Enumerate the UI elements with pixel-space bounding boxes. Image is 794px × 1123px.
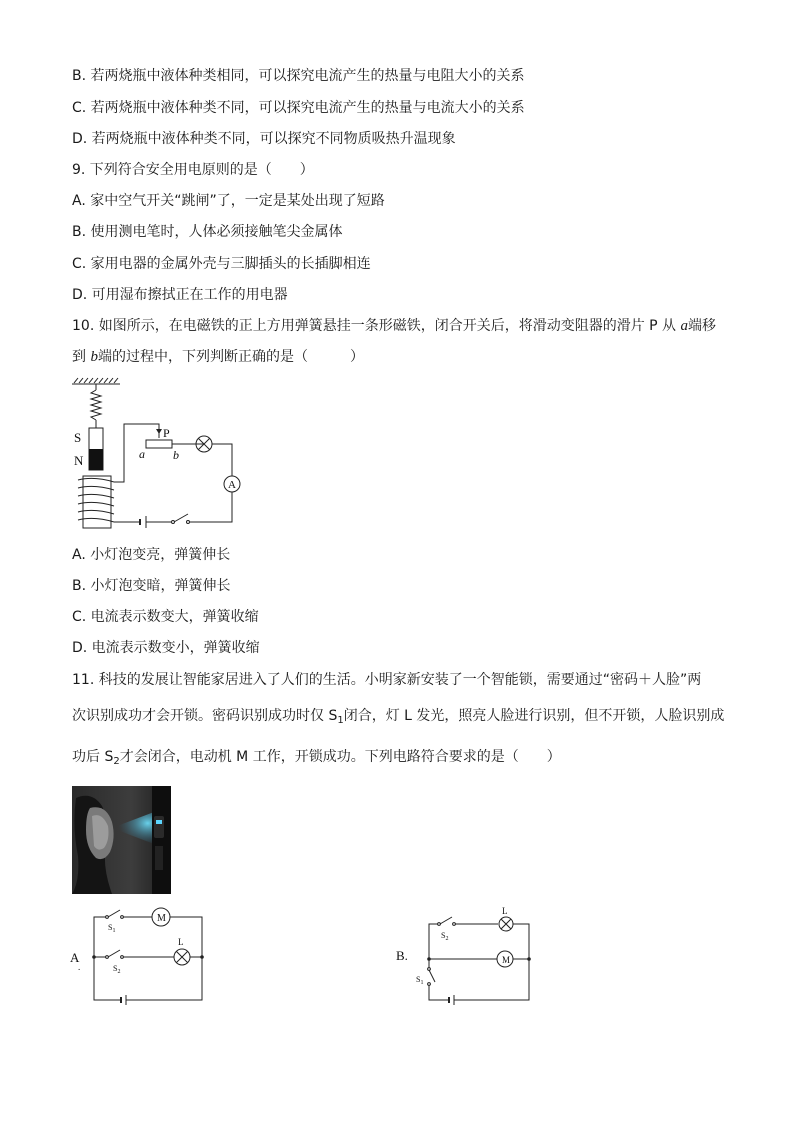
q10-stem-line2: 到 b端的过程中，下列判断正确的是（ ） (72, 349, 364, 365)
q10-stem-line1: 10. 如图所示，在电磁铁的正上方用弹簧悬挂一条形磁铁，闭合开关后，将滑动变阻器的滑片 P 从 a端移 (72, 318, 717, 334)
q10-circuit-figure (66, 376, 256, 536)
q11-circuit-b (392, 902, 542, 1006)
magnet-n-label: N (74, 453, 84, 468)
svg-text:S2: $S_2$ (441, 931, 449, 942)
q8-option-d: D. 若两烧瓶中液体种类不同，可以探究不同物质吸热升温现象 (72, 131, 456, 147)
svg-text:.: . (78, 962, 81, 972)
face-recognition-photo (72, 786, 171, 894)
magnet-s-label: S (74, 430, 82, 445)
q10-option-b: B. 小灯泡变暗，弹簧伸长 (72, 578, 231, 594)
rheostat-b-label: b (173, 448, 179, 462)
circuit-b-label: B. (396, 948, 408, 963)
svg-text:L: L (502, 906, 508, 916)
q8-option-b: B. 若两烧瓶中液体种类相同，可以探究电流产生的热量与电阻大小的关系 (72, 68, 525, 84)
q9-option-d: D. 可用湿布擦拭正在工作的用电器 (72, 287, 288, 303)
q11-stem-line2: 次识别成功才会开锁。密码识别成功时仅 $S_1$闭合，灯 L 发光，照亮人脸进行识别，但不开锁，人脸识别成 (72, 708, 725, 726)
q9-option-b: B. 使用测电笔时，人体必须接触笔尖金属体 (72, 224, 343, 240)
q9-option-a: A. 家中空气开关“跳闸”了，一定是某处出现了短路 (72, 193, 385, 209)
q11-stem-line1: 11. 科技的发展让智能家居进入了人们的生活。小明家新安装了一个智能锁，需要通过“密码＋人脸”两 (72, 672, 702, 688)
q9-option-c: C. 家用电器的金属外壳与三脚插头的长插脚相连 (72, 256, 371, 272)
q10-option-a: A. 小灯泡变亮，弹簧伸长 (72, 547, 231, 563)
svg-text:M: M (502, 955, 511, 965)
slider-p-label: P (163, 426, 170, 440)
ammeter-label: A (228, 479, 236, 491)
rheostat-a-label: a (139, 447, 145, 461)
circuit-a-label: A (70, 950, 80, 965)
svg-text:S1: $S_1$ (416, 975, 424, 986)
svg-text:M: M (157, 913, 166, 924)
svg-text:L: L (178, 937, 184, 947)
q8-option-c: C. 若两烧瓶中液体种类不同，可以探究电流产生的热量与电流大小的关系 (72, 100, 525, 116)
q11-circuit-a (66, 902, 216, 1006)
q9-stem: 9. 下列符合安全用电原则的是（ ） (72, 162, 314, 178)
svg-text:S1: $S_1$ (108, 923, 116, 934)
q11-stem-line3: 功后 $S_2$才会闭合，电动机 M 工作，开锁成功。下列电路符合要求的是（ ） (72, 749, 561, 767)
svg-text:S2: $S_2$ (113, 964, 121, 975)
q10-option-c: C. 电流表示数变大，弹簧收缩 (72, 609, 259, 625)
q10-option-d: D. 电流表示数变小，弹簧收缩 (72, 640, 260, 656)
